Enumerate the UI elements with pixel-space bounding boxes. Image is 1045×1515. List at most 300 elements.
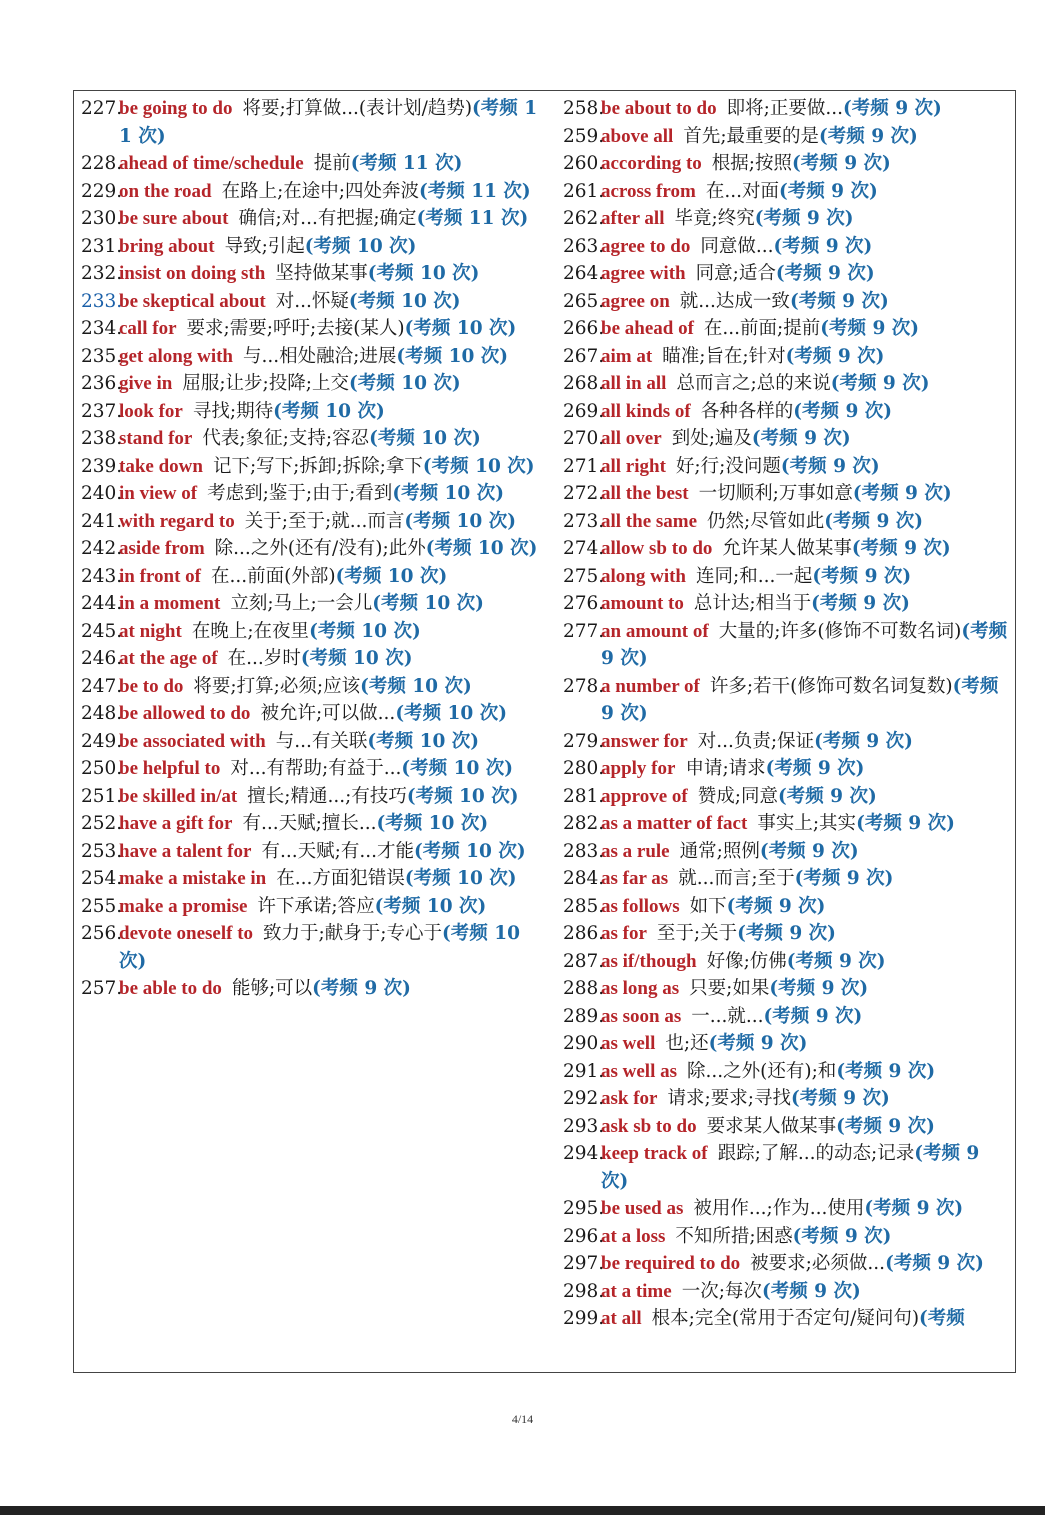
entry-frequency: (考频 9 次) <box>765 758 865 779</box>
entry-number: 256. <box>81 923 123 944</box>
entry-frequency: (考频 10 次) <box>404 318 517 339</box>
vocab-entry <box>81 453 541 481</box>
entry-phrase: at all <box>601 1308 642 1329</box>
entry-number: 229. <box>81 180 123 202</box>
vocab-entry <box>563 920 1011 948</box>
entry-number: 292. <box>563 1088 605 1109</box>
entry-frequency: (考频 9 次) <box>789 290 889 312</box>
entry-number: 254. <box>81 868 123 889</box>
entry-number: 269. <box>563 400 605 422</box>
entry-number: 283. <box>563 840 605 862</box>
entry-frequency: (考频 10 次) <box>348 290 461 312</box>
entry-frequency: (考频 10 次) <box>335 565 448 587</box>
entry-frequency: (考频 10 次) <box>376 813 489 834</box>
entry-phrase: in view of <box>119 483 198 504</box>
entry-meaning: 到处;遍及 <box>671 428 752 449</box>
entry-number: 294. <box>563 1143 605 1164</box>
entry-frequency: (考频 9 次) <box>601 675 999 724</box>
vocab-entry <box>81 150 541 178</box>
entry-frequency: (考频 9 次) <box>759 840 859 862</box>
entry-meaning: 好;行;没问题 <box>675 455 781 477</box>
entry-number: 227. <box>81 98 123 119</box>
entry-meaning: 首先;最重要的是 <box>683 125 820 147</box>
entry-phrase: take down <box>119 455 203 477</box>
vocab-entry <box>81 288 541 316</box>
entry-meaning: 至于;关于 <box>656 923 738 944</box>
entry-phrase: as for <box>601 923 647 944</box>
entry-frequency: (考频 10 次) <box>304 235 417 257</box>
entry-number: 243. <box>81 565 123 587</box>
entry-number: 282. <box>563 813 605 834</box>
entry-number: 261. <box>563 180 605 202</box>
vocab-entry <box>81 178 541 206</box>
entry-frequency: (考频 11 次) <box>416 208 529 229</box>
entry-frequency: (考频 9 次) <box>864 1198 964 1219</box>
entry-number: 233. <box>81 290 123 312</box>
entry-number: 293. <box>563 1115 605 1137</box>
vocab-entry <box>81 838 541 866</box>
entry-meaning: 毕竟;终究 <box>674 208 755 229</box>
vocab-entry <box>563 123 1011 151</box>
vocab-entry <box>81 370 541 398</box>
entry-frequency: (考频 11 次) <box>119 98 538 147</box>
vocab-entry <box>563 343 1011 371</box>
entry-number: 270. <box>563 428 605 449</box>
entry-phrase: be ahead of <box>601 318 694 339</box>
entry-meaning: 同意做... <box>700 235 774 257</box>
entry-phrase: after all <box>601 208 665 229</box>
entry-frequency: (考频 9 次) <box>814 730 913 752</box>
entry-number: 258. <box>563 98 605 119</box>
entry-frequency: (考频 9 次) <box>790 1088 890 1109</box>
entry-frequency: (考频 9 次) <box>851 538 951 559</box>
vocab-entry <box>81 480 541 508</box>
entry-meaning: 能够;可以 <box>231 978 313 999</box>
vocab-entry <box>81 893 541 921</box>
entry-meaning: 就...达成一致 <box>679 290 790 312</box>
entry-phrase: be skilled in/at <box>119 785 238 807</box>
entry-meaning: 事实上;其实 <box>757 813 857 834</box>
entry-number: 228. <box>81 153 123 174</box>
entry-meaning: 关于;至于;就...而言 <box>244 510 405 532</box>
entry-phrase: agree on <box>601 290 670 312</box>
entry-frequency: (考频 11 次) <box>350 153 463 174</box>
vocab-entry <box>563 838 1011 866</box>
entry-meaning: 一次;每次 <box>681 1280 762 1302</box>
entry-number: 249. <box>81 730 123 752</box>
entry-frequency: (考频 9 次) <box>778 180 878 202</box>
entry-number: 296. <box>563 1225 605 1247</box>
vocab-entry <box>563 1085 1011 1113</box>
entry-phrase: be associated with <box>119 730 266 752</box>
entry-frequency: (考频 10 次) <box>349 373 461 394</box>
entry-number: 236. <box>81 373 123 394</box>
entry-phrase: aside from <box>119 538 205 559</box>
entry-phrase: according to <box>601 153 702 174</box>
vocabulary-table <box>73 90 1016 1373</box>
entry-phrase: an amount of <box>601 620 709 642</box>
entry-meaning: 根据;按照 <box>711 153 793 174</box>
entry-meaning: 许下承诺;答应 <box>257 895 375 917</box>
entry-number: 275. <box>563 565 605 587</box>
entry-frequency: (考频 9 次) <box>751 428 851 449</box>
entry-phrase: at a loss <box>601 1225 666 1247</box>
entry-frequency: (考频 10 次) <box>372 593 484 614</box>
entry-number: 239. <box>81 455 123 477</box>
entry-meaning: 除...之外(还有/没有);此外 <box>214 538 426 559</box>
entry-number: 253. <box>81 840 123 862</box>
vocab-entry <box>563 1113 1011 1141</box>
entry-number: 230. <box>81 208 123 229</box>
entry-number: 235. <box>81 345 123 367</box>
entry-frequency: (考频 9 次) <box>763 1005 863 1027</box>
entry-frequency: (考频 9 次) <box>792 153 891 174</box>
vocab-entry <box>81 563 541 591</box>
entry-number: 262. <box>563 208 605 229</box>
vocab-entry <box>81 535 541 563</box>
entry-number: 272. <box>563 483 605 504</box>
entry-meaning: 被要求;必须做... <box>750 1253 886 1274</box>
entry-phrase: answer for <box>601 730 688 752</box>
entry-number: 267. <box>563 345 605 367</box>
entry-number: 290. <box>563 1033 605 1054</box>
entry-phrase: as soon as <box>601 1005 682 1027</box>
entry-frequency: (考频 9 次) <box>819 125 918 147</box>
entry-phrase: as follows <box>601 895 680 917</box>
entry-number: 257. <box>81 978 123 999</box>
entry-meaning: 对...负责;保证 <box>697 730 815 752</box>
vocab-entry <box>563 453 1011 481</box>
entry-phrase: in front of <box>119 565 201 587</box>
entry-meaning: 提前 <box>313 153 351 174</box>
entry-meaning: 好像;仿佛 <box>706 950 787 972</box>
vocab-entry <box>81 645 541 673</box>
entry-phrase: as a matter of fact <box>601 813 748 834</box>
entry-frequency: (考频 9 次) <box>312 978 411 999</box>
entry-meaning: 记下;写下;拆卸;拆除;拿下 <box>212 455 423 477</box>
entry-phrase: along with <box>601 565 686 587</box>
entry-frequency: (考频 10 次) <box>273 400 385 422</box>
entry-frequency: (考频 10 次) <box>369 428 481 449</box>
entry-phrase: all kinds of <box>601 400 691 422</box>
entry-phrase: give in <box>119 373 173 394</box>
vocab-entry <box>563 1195 1011 1223</box>
left-column <box>81 95 541 1003</box>
entry-number: 278. <box>563 675 605 697</box>
entry-phrase: all the best <box>601 483 689 504</box>
entry-frequency: (考频 10 次) <box>300 648 413 669</box>
entry-frequency: (考频 9 次) <box>794 868 894 889</box>
entry-number: 241. <box>81 510 123 532</box>
entry-meaning: 与...有关联 <box>275 730 368 752</box>
vocab-entry <box>563 370 1011 398</box>
vocab-entry <box>81 260 541 288</box>
entry-meaning: 在...前面;提前 <box>703 318 821 339</box>
entry-number: 274. <box>563 538 605 559</box>
entry-phrase: look for <box>119 400 183 422</box>
entry-frequency: (考频 9 次) <box>775 263 875 284</box>
entry-frequency: (考频 11 次) <box>419 180 531 202</box>
vocab-entry <box>563 1140 1011 1195</box>
entry-number: 288. <box>563 978 605 999</box>
entry-meaning: 允许某人做某事 <box>722 538 852 559</box>
entry-frequency: (考频 10 次) <box>413 840 526 862</box>
entry-phrase: at a time <box>601 1280 672 1302</box>
entry-number: 246. <box>81 648 123 669</box>
entry-phrase: be to do <box>119 675 184 697</box>
entry-phrase: all the same <box>601 510 698 532</box>
entry-number: 265. <box>563 290 605 312</box>
entry-number: 232. <box>81 263 123 284</box>
entry-phrase: call for <box>119 318 177 339</box>
entry-meaning: 对...有帮助;有益于... <box>230 758 402 779</box>
entry-meaning: 在...对面 <box>705 180 779 202</box>
entry-number: 285. <box>563 895 605 917</box>
entry-frequency: (考频 10 次) <box>404 510 516 532</box>
entry-number: 281. <box>563 785 605 807</box>
entry-phrase: be allowed to do <box>119 703 251 724</box>
vocab-entry <box>81 425 541 453</box>
entry-phrase: in a moment <box>119 593 221 614</box>
entry-frequency: (考频 10 次) <box>406 785 519 807</box>
entry-phrase: apply for <box>601 758 676 779</box>
entry-number: 297. <box>563 1253 605 1274</box>
entry-meaning: 也;还 <box>665 1033 709 1054</box>
entry-phrase: amount to <box>601 593 684 614</box>
entry-phrase: as a rule <box>601 840 670 862</box>
entry-frequency: (考频 9 次) <box>754 208 854 229</box>
vocab-entry <box>81 783 541 811</box>
entry-meaning: 即将;正要做... <box>726 98 843 119</box>
entry-frequency: (考频 10 次) <box>422 455 535 477</box>
entry-meaning: 与...相处融洽;进展 <box>243 345 397 367</box>
vocab-entry <box>563 948 1011 976</box>
entry-meaning: 被用作...;作为...使用 <box>693 1198 865 1219</box>
entry-number: 268. <box>563 373 605 394</box>
entry-phrase: be about to do <box>601 98 717 119</box>
entry-meaning: 在...前面(外部) <box>210 565 336 587</box>
vocab-entry <box>563 288 1011 316</box>
entry-meaning: 致力于;献身于;专心于 <box>263 923 442 944</box>
entry-phrase: as well <box>601 1033 656 1054</box>
vocab-entry <box>563 1305 1011 1333</box>
entry-number: 286. <box>563 923 605 944</box>
vocab-entry <box>563 1030 1011 1058</box>
entry-number: 279. <box>563 730 605 752</box>
entry-frequency: (考频 9 次) <box>830 373 930 394</box>
vocab-entry <box>563 260 1011 288</box>
vocab-entry <box>563 1223 1011 1251</box>
entry-frequency: (考频 10 次) <box>119 923 520 972</box>
entry-meaning: 除...之外(还有);和 <box>687 1060 837 1082</box>
entry-frequency: (考频 9 次) <box>601 620 1008 669</box>
entry-number: 299. <box>563 1308 605 1329</box>
entry-phrase: have a talent for <box>119 840 252 862</box>
vocab-entry <box>563 865 1011 893</box>
entry-meaning: 一切顺利;万事如意 <box>698 483 853 504</box>
entry-phrase: as well as <box>601 1060 677 1082</box>
entry-number: 247. <box>81 675 123 697</box>
vocab-entry <box>563 1058 1011 1086</box>
entry-phrase: devote oneself to <box>119 923 254 944</box>
vocab-entry <box>81 865 541 893</box>
entry-number: 250. <box>81 758 123 779</box>
entry-frequency: (考频 9 次) <box>820 318 920 339</box>
vocab-entry <box>563 673 1011 728</box>
vocab-entry <box>563 150 1011 178</box>
entry-meaning: 许多;若干(修饰可数名词复数) <box>709 675 953 697</box>
entry-number: 291. <box>563 1060 605 1082</box>
entry-number: 231. <box>81 235 123 257</box>
entry-meaning: 只要;如果 <box>689 978 770 999</box>
entry-meaning: 寻找;期待 <box>192 400 274 422</box>
entry-number: 251. <box>81 785 123 807</box>
entry-frequency: (考频 9 次) <box>780 455 880 477</box>
entry-frequency: (考频 9 次) <box>811 593 910 614</box>
vocab-entry <box>563 233 1011 261</box>
entry-meaning: 将要;打算;必须;应该 <box>193 675 361 697</box>
entry-meaning: 考虑到;鉴于;由于;看到 <box>207 483 393 504</box>
entry-frequency: (考频 9 次) <box>777 785 877 807</box>
entry-phrase: be going to do <box>119 98 233 119</box>
entry-phrase: ahead of time/schedule <box>119 153 304 174</box>
entry-meaning: 仍然;尽管如此 <box>707 510 825 532</box>
entry-meaning: 赞成;同意 <box>697 785 778 807</box>
entry-frequency: (考频 <box>919 1308 965 1329</box>
entry-phrase: at night <box>119 620 182 642</box>
entry-frequency: (考频 10 次) <box>395 703 507 724</box>
vocab-entry <box>563 783 1011 811</box>
vocab-entry <box>81 343 541 371</box>
entry-meaning: 一...就... <box>691 1005 764 1027</box>
vocab-entry <box>563 95 1011 123</box>
vocab-entry <box>81 755 541 783</box>
entry-phrase: above all <box>601 125 674 147</box>
bottom-edge <box>0 1506 1045 1515</box>
entry-phrase: bring about <box>119 235 215 257</box>
entry-number: 259. <box>563 125 605 147</box>
entry-meaning: 立刻;马上;一会儿 <box>230 593 373 614</box>
vocab-entry <box>81 618 541 646</box>
vocab-entry <box>563 425 1011 453</box>
entry-phrase: be skeptical about <box>119 290 266 312</box>
entry-frequency: (考频 10 次) <box>367 730 480 752</box>
entry-frequency: (考频 10 次) <box>401 758 514 779</box>
entry-frequency: (考频 9 次) <box>708 1033 808 1054</box>
entry-phrase: aim at <box>601 345 653 367</box>
entry-frequency: (考频 9 次) <box>792 1225 892 1247</box>
vocab-entry <box>563 178 1011 206</box>
entry-meaning: 瞄准;旨在;针对 <box>662 345 786 367</box>
entry-meaning: 大量的;许多(修饰不可数名词) <box>718 620 962 642</box>
entry-frequency: (考频 9 次) <box>773 235 873 257</box>
entry-frequency: (考频 10 次) <box>425 538 538 559</box>
entry-frequency: (考频 9 次) <box>726 895 826 917</box>
entry-meaning: 擅长;精通...;有技巧 <box>247 785 407 807</box>
entry-frequency: (考频 9 次) <box>786 950 886 972</box>
vocab-entry <box>563 618 1011 673</box>
entry-phrase: agree to do <box>601 235 691 257</box>
entry-number: 287. <box>563 950 605 972</box>
entry-frequency: (考频 9 次) <box>843 98 942 119</box>
entry-frequency: (考频 9 次) <box>769 978 869 999</box>
vocab-entry <box>81 508 541 536</box>
vocab-entry <box>563 810 1011 838</box>
entry-frequency: (考频 9 次) <box>856 813 955 834</box>
vocab-entry <box>563 728 1011 756</box>
vocab-entry <box>563 535 1011 563</box>
entry-phrase: a number of <box>601 675 700 697</box>
vocab-entry <box>81 95 541 150</box>
entry-frequency: (考频 10 次) <box>367 263 480 284</box>
entry-meaning: 对...怀疑 <box>275 290 349 312</box>
entry-phrase: all over <box>601 428 662 449</box>
vocab-entry <box>81 398 541 426</box>
entry-number: 255. <box>81 895 123 917</box>
entry-meaning: 总计达;相当于 <box>693 593 812 614</box>
entry-number: 266. <box>563 318 605 339</box>
entry-phrase: make a mistake in <box>119 868 267 889</box>
vocab-entry <box>81 205 541 233</box>
entry-number: 245. <box>81 620 123 642</box>
vocab-entry <box>563 205 1011 233</box>
vocab-entry <box>563 508 1011 536</box>
entry-meaning: 代表;象征;支持;容忍 <box>202 428 370 449</box>
entry-phrase: across from <box>601 180 696 202</box>
entry-meaning: 要求;需要;呼吁;去接(某人) <box>186 318 405 339</box>
entry-phrase: as long as <box>601 978 680 999</box>
entry-number: 260. <box>563 153 605 174</box>
vocab-entry <box>81 233 541 261</box>
entry-phrase: be sure about <box>119 208 229 229</box>
entry-frequency: (考频 9 次) <box>836 1060 936 1082</box>
entry-meaning: 如下 <box>689 895 727 917</box>
entry-number: 238. <box>81 428 123 449</box>
entry-number: 284. <box>563 868 605 889</box>
entry-phrase: all right <box>601 455 666 477</box>
vocab-entry <box>81 810 541 838</box>
entry-phrase: be required to do <box>601 1253 741 1274</box>
entry-frequency: (考频 9 次) <box>812 565 912 587</box>
page-number: 4/14 <box>511 1412 534 1426</box>
vocab-entry <box>81 590 541 618</box>
entry-number: 234. <box>81 318 123 339</box>
entry-number: 237. <box>81 400 123 422</box>
vocab-entry <box>563 755 1011 783</box>
entry-frequency: (考频 9 次) <box>885 1253 984 1274</box>
entry-frequency: (考频 10 次) <box>360 675 472 697</box>
entry-phrase: agree with <box>601 263 686 284</box>
entry-number: 273. <box>563 510 605 532</box>
entry-meaning: 屈服;让步;投降;上交 <box>182 373 350 394</box>
vocab-entry <box>563 1250 1011 1278</box>
entry-phrase: keep track of <box>601 1143 708 1164</box>
entry-meaning: 在...方面犯错误 <box>276 868 405 889</box>
entry-number: 240. <box>81 483 123 504</box>
entry-phrase: be helpful to <box>119 758 221 779</box>
entry-meaning: 有...天赋;擅长... <box>242 813 377 834</box>
right-column <box>563 95 1011 1333</box>
entry-phrase: approve of <box>601 785 688 807</box>
entry-frequency: (考频 9 次) <box>761 1280 861 1302</box>
entry-number: 280. <box>563 758 605 779</box>
entry-meaning: 通常;照例 <box>679 840 760 862</box>
vocab-entry <box>563 893 1011 921</box>
entry-meaning: 不知所措;困惑 <box>675 1225 793 1247</box>
entry-number: 276. <box>563 593 605 614</box>
entry-frequency: (考频 9 次) <box>601 1143 980 1192</box>
entry-number: 248. <box>81 703 123 724</box>
